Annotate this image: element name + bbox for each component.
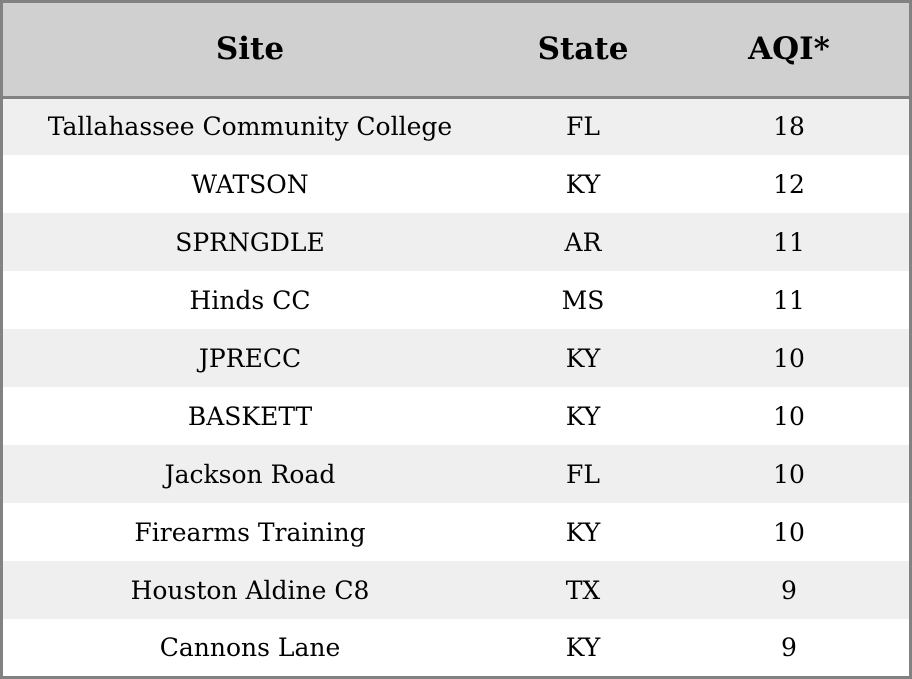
state-cell: TX [565, 575, 601, 605]
site-cell: Cannons Lane [159, 633, 341, 662]
header-row [3, 3, 909, 97]
site-cell: Houston Aldine C8 [130, 575, 370, 605]
aqi-cell: 10 [773, 459, 805, 489]
data-table [3, 3, 909, 676]
aqi-cell: 9 [781, 575, 797, 605]
site-cell: WATSON [191, 169, 309, 199]
state-cell: FL [566, 459, 600, 489]
column-header-state: State [497, 3, 669, 97]
state-cell: KY [565, 517, 601, 547]
table-row [3, 503, 909, 561]
aqi-cell: 12 [773, 169, 805, 199]
table-row [3, 561, 909, 619]
aqi-cell: 18 [773, 112, 805, 142]
aqi-cell: 11 [773, 285, 805, 315]
state-cell: KY [565, 633, 601, 662]
site-cell: Firearms Training [134, 517, 366, 547]
aqi-cell: 10 [773, 401, 805, 431]
table-row [3, 619, 909, 676]
site-cell: SPRNGDLE [175, 227, 325, 257]
column-header-aqi: AQI* [669, 3, 909, 97]
table-header [3, 3, 909, 97]
aqi-cell: 10 [773, 343, 805, 373]
state-cell: KY [565, 169, 601, 199]
aqi-cell: 11 [773, 227, 805, 257]
site-cell: Tallahassee Community College [47, 112, 453, 142]
aqi-cell: 10 [773, 517, 805, 547]
state-cell: MS [561, 285, 605, 315]
state-cell: AR [564, 227, 602, 257]
column-header-site: Site [3, 3, 497, 97]
site-cell: BASKETT [187, 401, 313, 431]
table-row [3, 445, 909, 503]
table-row [3, 213, 909, 271]
state-cell: FL [566, 112, 600, 142]
state-cell: KY [565, 343, 601, 373]
table-row [3, 387, 909, 445]
table-row [3, 97, 909, 155]
table-row [3, 329, 909, 387]
state-cell: KY [565, 401, 601, 431]
table-body [3, 97, 909, 676]
table-row [3, 155, 909, 213]
site-cell: Hinds CC [189, 285, 311, 315]
site-cell: Jackson Road [164, 459, 336, 489]
site-cell: JPRECC [198, 343, 302, 373]
table-row [3, 271, 909, 329]
aqi-cell: 9 [781, 633, 797, 662]
